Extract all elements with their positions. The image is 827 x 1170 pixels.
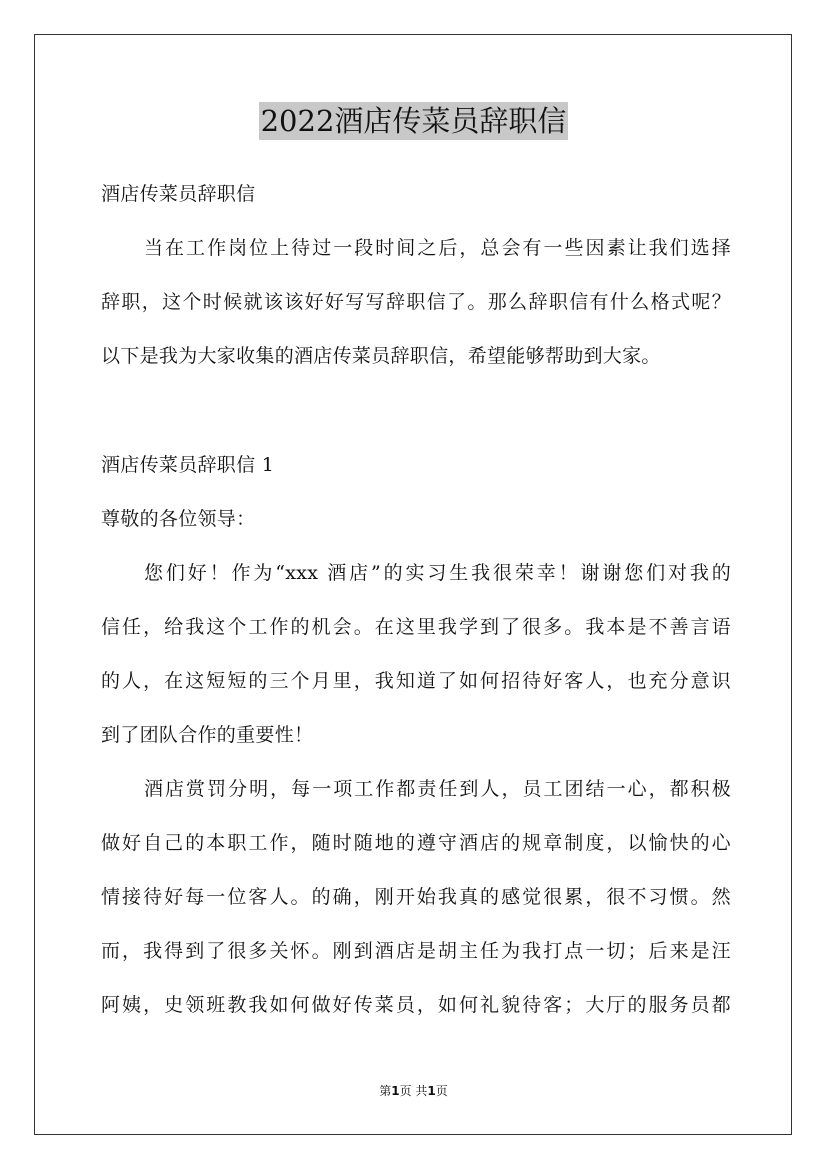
paragraph1-line-1: 您们好！作为“xxx 酒店”的实习生我很荣幸！谢谢您们对我的 xyxy=(144,562,731,584)
paragraph2-line-3: 情接待好每一位客人。的确，刚开始我真的感觉很累，很不习惯。然 xyxy=(101,886,731,908)
paragraph1-line-3: 的人，在这短短的三个月里，我知道了如何招待好客人，也充分意识 xyxy=(101,670,731,692)
document-subtitle: 酒店传菜员辞职信 xyxy=(101,183,256,205)
paragraph2-line-4: 而，我得到了很多关怀。刚到酒店是胡主任为我打点一切；后来是汪 xyxy=(101,940,731,962)
footer-total-suffix: 页 xyxy=(435,1084,448,1098)
intro-line-2: 辞职，这个时候就该该好好写写辞职信了。那么辞职信有什么格式呢？ xyxy=(101,291,731,313)
paragraph1-line-2: 信任，给我这个工作的机会。在这里我学到了很多。我本是不善言语 xyxy=(101,616,731,638)
footer-total-pages: 1 xyxy=(427,1084,436,1098)
paragraph2-line-2: 做好自己的本职工作，随时随地的遵守酒店的规章制度，以愉快的心 xyxy=(101,832,731,854)
paragraph2-line-1: 酒店赏罚分明，每一项工作都责任到人，员工团结一心，都积极 xyxy=(144,778,731,800)
salutation: 尊敬的各位领导： xyxy=(101,508,256,530)
paragraph1-line-4: 到了团队合作的重要性！ xyxy=(101,724,314,746)
document-title: 2022酒店传菜员辞职信 xyxy=(260,104,567,138)
page-footer xyxy=(0,1083,827,1099)
intro-line-3: 以下是我为大家收集的酒店传菜员辞职信，希望能够帮助到大家。 xyxy=(101,345,661,367)
paragraph2-line-5: 阿姨，史领班教我如何做好传菜员，如何礼貌待客；大厅的服务员都 xyxy=(101,994,731,1016)
footer-prefix: 第 xyxy=(379,1084,392,1098)
intro-line-1: 当在工作岗位上待过一段时间之后，总会有一些因素让我们选择 xyxy=(144,237,731,259)
footer-page-suffix: 页 共 xyxy=(399,1084,428,1098)
footer-page-number: 1 xyxy=(391,1084,400,1098)
title-container xyxy=(0,102,827,140)
section-heading: 酒店传菜员辞职信 1 xyxy=(101,454,275,476)
